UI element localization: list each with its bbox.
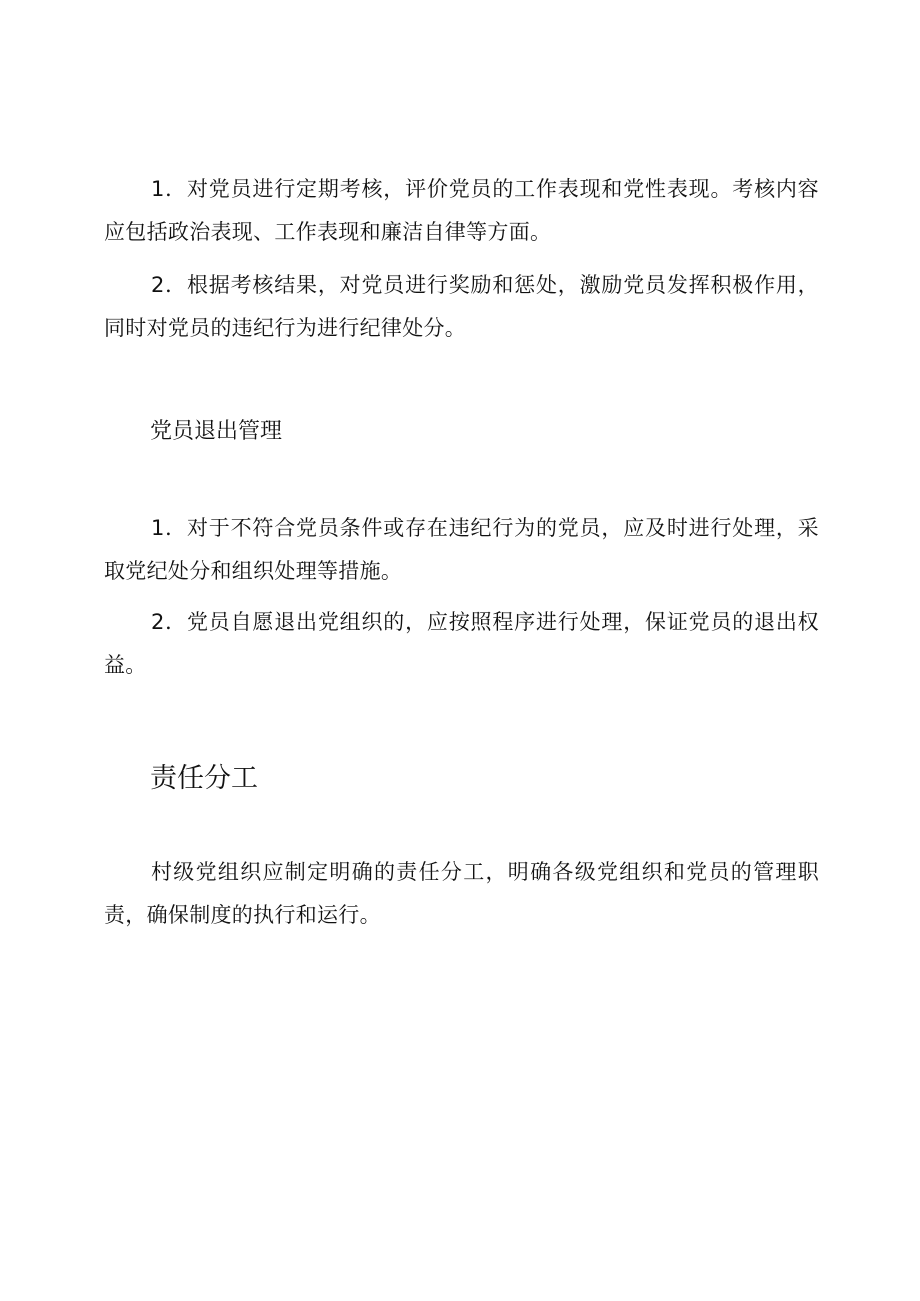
paragraph-text: 1．对党员进行定期考核，评价党员的工作表现和党性表现。考核内容应包括政治表现、工作表现和廉洁自律等方面。 — [104, 177, 819, 244]
assessment-paragraph-2 — [104, 264, 819, 350]
assessment-paragraph-1 — [104, 168, 819, 254]
paragraph-text: 2．根据考核结果，对党员进行奖励和惩处，激励党员发挥积极作用，同时对党员的违纪行为进行纪律处分。 — [104, 273, 819, 340]
paragraph-text: 1．对于不符合党员条件或存在违纪行为的党员，应及时进行处理，采取党纪处分和组织处理等措施。 — [104, 516, 819, 583]
section-heading-exit-management: 党员退出管理 — [150, 419, 283, 444]
exit-paragraph-1 — [104, 507, 819, 593]
section-heading-responsibility: 责任分工 — [150, 763, 258, 794]
paragraph-text: 2．党员自愿退出党组织的，应按照程序进行处理，保证党员的退出权益。 — [104, 610, 819, 677]
exit-paragraph-2 — [104, 601, 819, 687]
responsibility-paragraph — [104, 851, 819, 937]
paragraph-text: 村级党组织应制定明确的责任分工，明确各级党组织和党员的管理职责，确保制度的执行和运行。 — [104, 860, 819, 927]
